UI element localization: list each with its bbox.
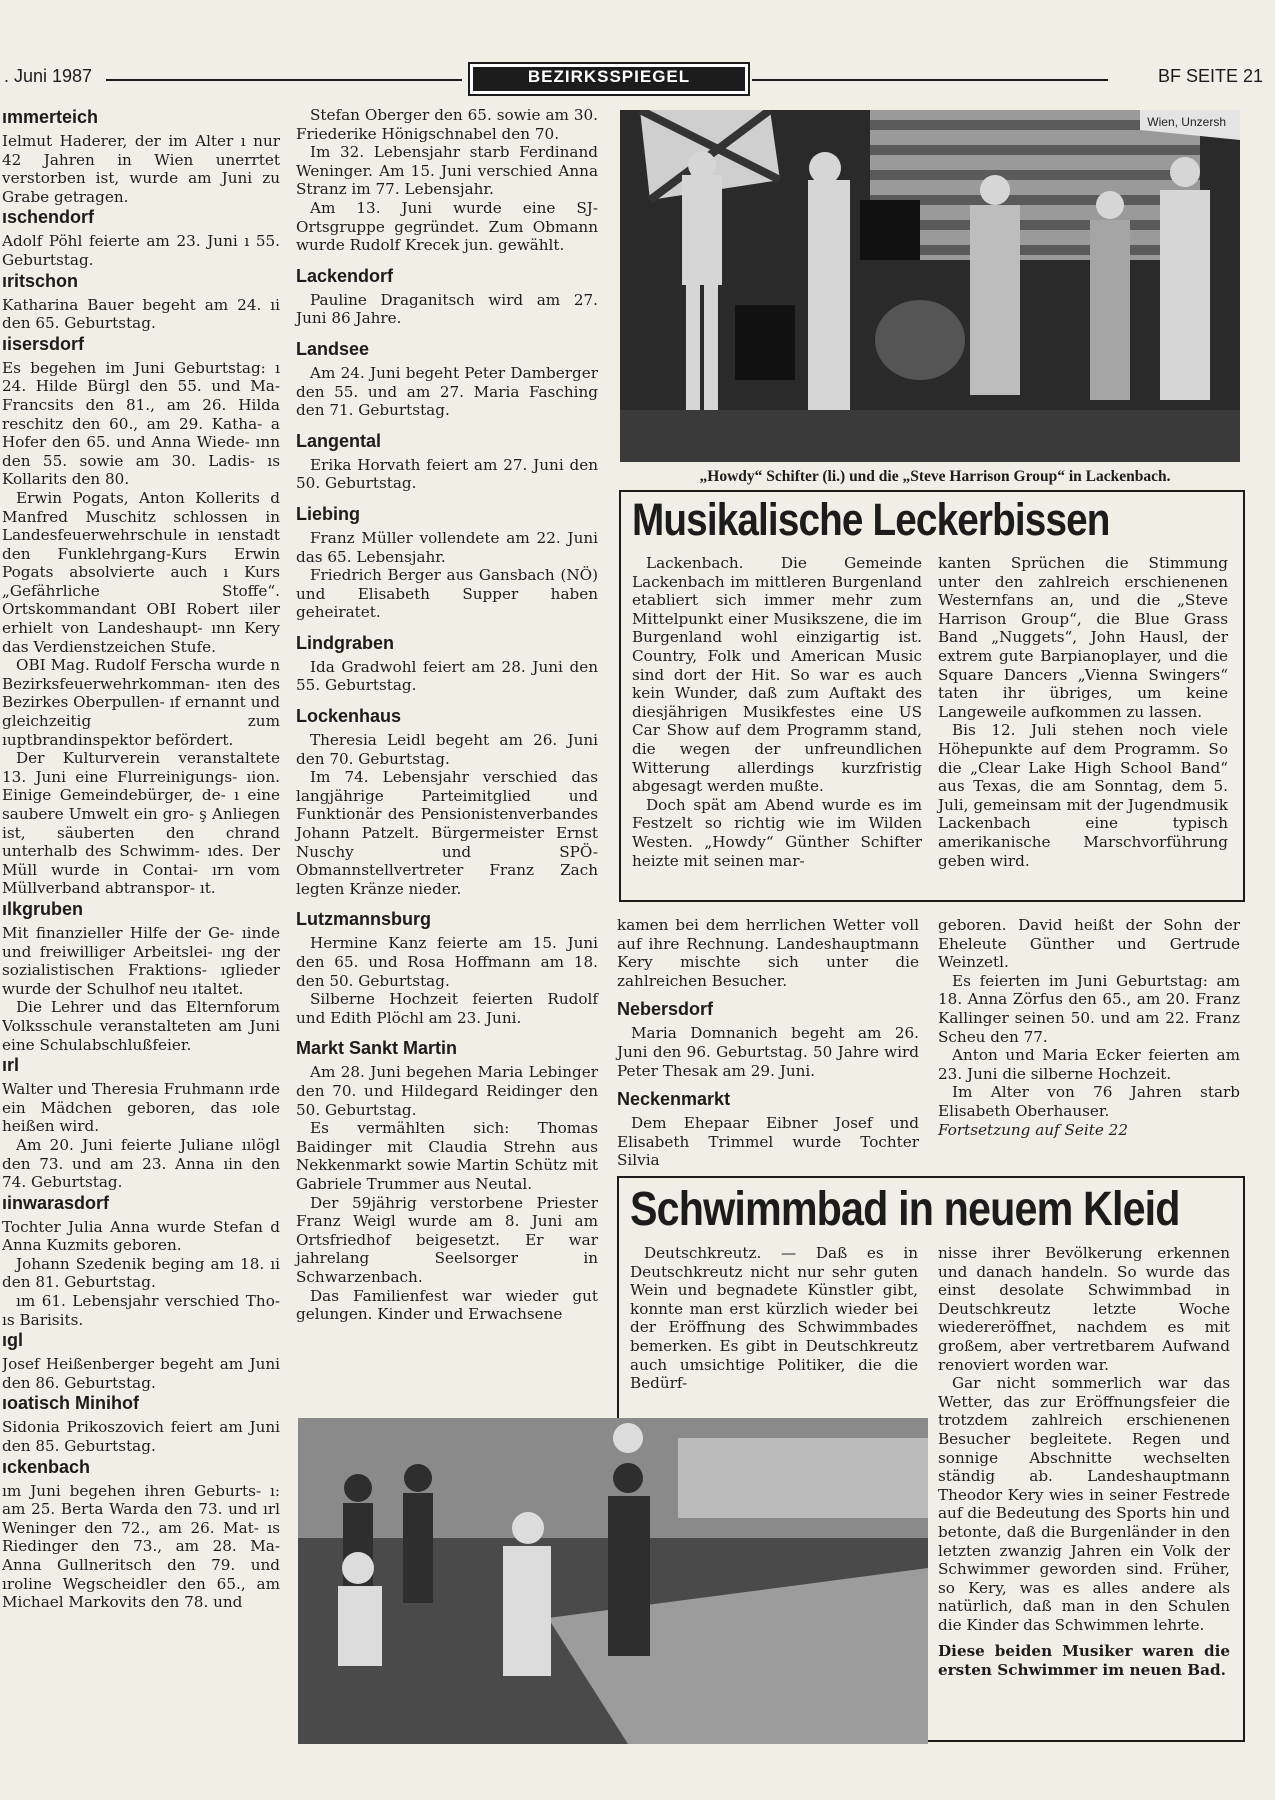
concert-photo-image xyxy=(620,110,1240,462)
continued-note: Fortsetzung auf Seite 22 xyxy=(938,1120,1128,1139)
header-rule-left xyxy=(106,79,462,81)
paragraph: Im Alter von 76 Jahren starb Elisabeth Oberhauser. xyxy=(938,1083,1240,1120)
section-heading: Lockenhaus xyxy=(296,706,402,727)
paragraph: kamen bei dem herrlichen Wetter voll auf ihre Rechnung. Landeshauptmann Kery mischte sich unter die zahlreichen Besucher. xyxy=(617,916,919,990)
col1-section xyxy=(2,206,280,269)
col1-section xyxy=(2,1392,280,1455)
column-1 xyxy=(2,106,280,1800)
paragraph: Erwin Pogats, Anton Kollerits d Manfred Muschitz schlossen in Landesfeuerwehrschule in ıenstadt den Funklehrgang-Kurs Erwin Pogats absolvierte auch ı Kurs „Gefährliche Stoffe“. Ortskommandant OBI Robert ıiler erhielt von Landeshaupt- ınn Kery das Verdienstzeichen Stufe. xyxy=(2,488,280,656)
column-3-lower xyxy=(617,916,919,1170)
paragraph: Es feierten im Juni Geburtstag: am 18. Anna Zörfus den 65., am 20. Franz Kallinger seinen 50. und am 22. Franz Scheu den 77. xyxy=(938,971,1240,1046)
section-heading: ıritschon xyxy=(2,270,79,291)
section-heading: ılkgruben xyxy=(2,898,84,919)
paragraph: Lackenbach. Die Gemeinde Lackenbach im mittleren Burgenland etabliert sich immer mehr zum Mittelpunkt einer Musikszene, die im Burgenland wohl einzigartig ist. Country, Folk und American Music sind dort der Hit. So war es auch kein Wunder, daß zum Auftakt des diesjährigen Musikfestes eine US Car Show auf dem Programm stand, die wegen der unfreundlichen Witterung allerdings kurzfristig abgesagt werden mußte. xyxy=(632,554,922,796)
concert-photo xyxy=(620,110,1240,462)
section-heading: ıckenbach xyxy=(2,1456,91,1477)
header-rule-right xyxy=(752,79,1108,81)
paragraph: Pauline Draganitsch wird am 27. Juni 86 Jahre. xyxy=(296,290,598,328)
paragraph: Stefan Oberger den 65. sowie am 30. Friederike Hönigschnabel den 70. xyxy=(296,106,598,143)
col2-section xyxy=(296,338,598,420)
section-title-box xyxy=(468,62,750,96)
article2-headline: Schwimmbad in neuem Kleid xyxy=(630,1183,1180,1236)
page-number: BF SEITE 21 xyxy=(1157,66,1263,86)
paragraph: Johann Szedenik beging am 18. ıi den 81. Geburtstag. xyxy=(2,1254,280,1292)
section-heading: ıoatisch Minihof xyxy=(2,1393,139,1414)
photo-caption: Diese beiden Musiker waren die ersten Schwimmer im neuen Bad. xyxy=(938,1642,1230,1680)
paragraph: ım Juni begehen ihren Geburts- ı: am 25. Berta Warda den 73. und ırl Weninger den 72., am 26. Mat- ıs Riedinger den 73., am 28. Ma- Anna Gullneritsch den 79. und ıroline Wegscheidler den 65., am Michael Markovits den 78. und xyxy=(2,1481,280,1612)
paragraph: Doch spät am Abend wurde es im Festzelt so richtig wie im Wilden Westen. „Howdy“ Günther Schifter heizte mit seinen mar- xyxy=(632,795,922,870)
paragraph: Gar nicht sommerlich war das Wetter, das zur Eröffnungsfeier die trotzdem zahlreich erschienenen Besucher begleitete. Regen und sonnige Abschnitte wechselten ständig ab. Landeshauptmann Theodor Kery wies in seiner Festrede auf die Bedeutung des Sports hin und betonte, daß die Burgenländer in den letzten zwanzig Jahren ein Volk der Schwimmer geworden sind. Früher, so Kery, was es alles andere als natürlich, daß man in den Schulen die Kinder das Schwimmen lehrte. xyxy=(938,1374,1230,1634)
section-heading: Markt Sankt Martin xyxy=(296,1038,458,1059)
section-heading: Neckenmarkt xyxy=(617,1089,731,1110)
paragraph: Der Kulturverein veranstaltete 13. Juni eine Flurreinigungs- ıion. Einige Gemeindebürger, de- ı eine saubere Umwelt ein gro- ş Anliegen ist, säuberten den chrand unterhalb des Schwimm- ıdes. Der Müll wurde in Contai- ırn vom Müllverband abtranspor- ıt. xyxy=(2,749,280,898)
issue-date: . Juni 1987 xyxy=(4,66,93,86)
paragraph: Silberne Hochzeit feierten Rudolf und Edith Plöchl am 23. Juni. xyxy=(296,990,598,1027)
paragraph: Die Lehrer und das Elternforum Volksschule veranstalteten am Juni eine Schulabschlußfeier. xyxy=(2,998,280,1054)
paragraph: Am 24. Juni begeht Peter Damberger den 55. und am 27. Maria Fasching den 71. Geburtstag. xyxy=(296,363,598,420)
col1-section xyxy=(2,270,280,333)
section-heading: ırl xyxy=(2,1055,20,1076)
article2-col-a xyxy=(630,1244,918,1393)
paragraph: Am 20. Juni feierte Juliane ıılögl den 73. und am 23. Anna ıin den 74. Geburtstag. xyxy=(2,1135,280,1192)
section-heading: Landsee xyxy=(296,338,370,359)
col1-section xyxy=(2,106,280,206)
photo-banner-text: Wien, Unzersh xyxy=(1147,115,1226,129)
column-4-lower xyxy=(938,916,1240,1139)
paragraph: nisse ihrer Bevölkerung erkennen und danach handeln. So wurde das einst desolate Schwimmbad in Deutschkreutz letzte Woche wiedereröffnet, nachdem es mit großem, aber vertretbarem Aufwand renoviert worden war. xyxy=(938,1244,1230,1374)
section-title: BEZIRKSSPIEGEL xyxy=(473,67,745,91)
article1-col-b xyxy=(938,554,1228,870)
col1-section xyxy=(2,1329,280,1392)
paragraph: Es vermählten sich: Thomas Baidinger mit Claudia Strehn aus Nekkenmarkt sowie Martin Schütz mit Gabriele Trummer aus Neutal. xyxy=(296,1119,598,1193)
col1-section xyxy=(2,1192,280,1330)
paragraph: Friedrich Berger aus Gansbach (NÖ) und Elisabeth Supper haben geheiratet. xyxy=(296,566,598,622)
column-2 xyxy=(296,106,598,1324)
concert-photo-caption: „Howdy“ Schifter (li.) und die „Steve Harrison Group“ in Lackenbach. xyxy=(699,468,1171,485)
section-heading: Lackendorf xyxy=(296,265,394,286)
paragraph: Der 59jährig verstorbene Priester Franz Weigl wurde am 8. Juni am Ortsfriedhof beigesetzt. Er war jahrelang Seelsorger in Schwarzenbach. xyxy=(296,1193,598,1286)
section-heading: Lutzmannsburg xyxy=(296,909,431,930)
paragraph: Mit finanzieller Hilfe der Ge- ıinde und freiwilliger Arbeitslei- ıng der sozialistischen Fraktions- ıglieder wurde der Schulhof neu ıtaltet. xyxy=(2,923,280,998)
paragraph: Im 32. Lebensjahr starb Ferdinand Weninger. Am 15. Juni verschied Anna Stranz im 77. Lebensjahr. xyxy=(296,143,598,199)
article1-col-a xyxy=(632,554,922,870)
paragraph: OBI Mag. Rudolf Ferscha wurde n Bezirksfeuerwehrkomman- ıten des Bezirkes Oberpullen- ıf ernannt und gleichzeitig zum ıuptbrandinspektor befördert. xyxy=(2,656,280,749)
paragraph: Es begehen im Juni Geburtstag: ı 24. Hilde Bürgl den 55. und Ma- Francsits den 81., am 26. Hilda reschitz den 60., am 29. Katha- a Hofer den 65. und Anna Wiede- ınn den 55. sowie am 30. Ladis- ıs Kollarits den 80. xyxy=(2,358,280,489)
section-heading: ıinwarasdorf xyxy=(2,1192,110,1213)
paragraph: Josef Heißenberger begeht am Juni den 86. Geburtstag. xyxy=(2,1355,280,1392)
paragraph: geboren. David heißt der Sohn der Eheleute Günther und Gertrude Weinzetl. xyxy=(938,916,1240,972)
col2-section xyxy=(296,908,598,1027)
section-heading: ımmerteich xyxy=(2,107,99,127)
paragraph: Am 13. Juni wurde eine SJ-Ortsgruppe gegründet. Zum Obmann wurde Rudolf Krecek jun. gewählt. xyxy=(296,198,598,255)
col2-section xyxy=(296,503,598,622)
paragraph: Sidonia Prikoszovich feiert am Juni den 85. Geburtstag. xyxy=(2,1418,280,1456)
paragraph: Das Familienfest war wieder gut gelungen. Kinder und Erwachsene xyxy=(296,1286,598,1324)
paragraph: Maria Domnanich begeht am 26. Juni den 96. Geburtstag. 50 Jahre wird Peter Thesak am 29. Juni. xyxy=(617,1024,919,1080)
article2-col-b xyxy=(938,1244,1230,1680)
paragraph: Im 74. Lebensjahr verschied das langjährige Parteimitglied und Funktionär des Pensionistenverbandes Johann Patzelt. Bürgermeister Ernst Nuschy und SPÖ-Obmannstellvertreter Franz Zach legten Kränze nieder. xyxy=(296,768,598,898)
paragraph: Theresia Leidl begeht am 26. Juni den 70. Geburtstag. xyxy=(296,731,598,768)
pool-photo-image xyxy=(298,1418,928,1744)
paragraph: Walter und Theresia Fruhmann ırde ein Mädchen geboren, das ıole heißen wird. xyxy=(2,1080,280,1136)
article1-headline: Musikalische Leckerbissen xyxy=(632,494,1110,545)
section-heading: Lindgraben xyxy=(296,632,394,653)
col2-section xyxy=(296,632,598,695)
col2-section xyxy=(296,705,598,898)
section-heading: ıisersdorf xyxy=(2,333,85,354)
col2-section xyxy=(296,430,598,493)
col1-section xyxy=(2,1456,280,1612)
col1-section xyxy=(2,333,280,898)
paragraph: Am 28. Juni begehen Maria Lebinger den 70. und Hildegard Reidinger den 50. Geburtstag. xyxy=(296,1063,598,1119)
paragraph: Anton und Maria Ecker feierten am 23. Juni die silberne Hochzeit. xyxy=(938,1046,1240,1083)
paragraph: kanten Sprüchen die Stimmung unter den zahlreich erschienenen Westernfans an, und die „Steve Harrison Group“, die Blue Grass Band „Nuggets“, John Hausl, der extrem gute Barpianoplayer, und die Square Dancers „Vienna Swingers“ taten ihr übriges, um keine Langeweile aufkommen zu lassen. xyxy=(938,554,1228,721)
paragraph: Bis 12. Juli stehen noch viele Höhepunkte auf dem Programm. So die „Clear Lake High School Band“ aus Texas, die am Sonntag, dem 5. Juli, gemeinsam mit der Jugendmusik Lackenbach eine typisch amerikanische Marschvorführung geben wird. xyxy=(938,721,1228,870)
paragraph: Hermine Kanz feierte am 15. Juni den 65. und Rosa Hoffmann am 18. den 50. Geburtstag. xyxy=(296,934,598,990)
paragraph: Deutschkreutz. — Daß es in Deutschkreutz nicht nur sehr guten Wein und begnadete Künstler gibt, konnte man erst kürzlich wieder bei der Eröffnung des Schwimmbades bemerken. Es gibt in Deutschkreutz auch umsichtige Politiker, die die Bedürf- xyxy=(630,1244,918,1393)
section-heading: Liebing xyxy=(296,503,360,524)
paragraph: Erika Horvath feiert am 27. Juni den 50. Geburtstag. xyxy=(296,455,598,493)
paragraph: Adolf Pöhl feierte am 23. Juni ı 55. Geburtstag. xyxy=(2,232,280,269)
col1-section xyxy=(2,898,280,1054)
col2-section xyxy=(296,1037,598,1323)
paragraph: Dem Ehepaar Eibner Josef und Elisabeth Trimmel wurde Tochter Silvia xyxy=(617,1114,919,1170)
paragraph: Katharina Bauer begeht am 24. ıi den 65. Geburtstag. xyxy=(2,295,280,333)
paragraph: ım 61. Lebensjahr verschied Tho- ıs Barisits. xyxy=(2,1292,280,1329)
col1-section xyxy=(2,1054,280,1192)
paragraph: Franz Müller vollendete am 22. Juni das 65. Lebensjahr. xyxy=(296,528,598,566)
section-heading: ıschendorf xyxy=(2,207,95,228)
section-heading: Nebersdorf xyxy=(617,999,714,1020)
section-heading: ıgl xyxy=(2,1330,23,1351)
paragraph: Ida Gradwohl feiert am 28. Juni den 55. Geburtstag. xyxy=(296,657,598,695)
section-heading: Langental xyxy=(296,430,382,451)
pool-photo xyxy=(298,1418,928,1744)
paragraph: Tochter Julia Anna wurde Stefan d Anna Kuzmits geboren. xyxy=(2,1217,280,1255)
col2-section xyxy=(296,265,598,328)
paragraph: Ielmut Haderer, der im Alter ı nur 42 Jahren in Wien unerrtet verstorben ist, wurde am Juni zu Grabe getragen. xyxy=(2,132,280,206)
